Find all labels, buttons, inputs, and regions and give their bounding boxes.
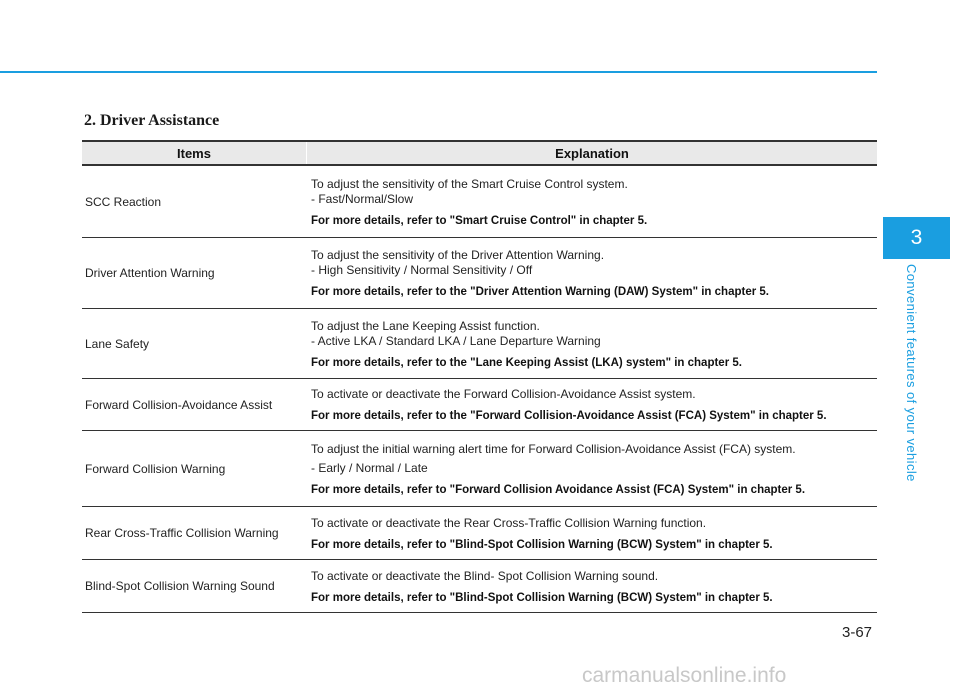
- row-reference: For more details, refer to "Smart Cruise Control" in chapter 5.: [311, 214, 648, 227]
- row-description: To adjust the sensitivity of the Smart Cruise Control system.: [311, 176, 628, 191]
- row-item: Forward Collision-Avoidance Assist: [85, 397, 273, 412]
- row-explanation: [306, 166, 877, 237]
- row-item: Rear Cross-Traffic Collision Warning: [85, 526, 279, 540]
- row-options: - Active LKA / Standard LKA / Lane Departure Warning: [311, 333, 601, 348]
- row-explanation: [306, 379, 877, 430]
- row-description: To activate or deactivate the Blind- Spot Collision Warning sound.: [311, 568, 659, 583]
- row-explanation: [306, 238, 877, 308]
- row-options: - Early / Normal / Late: [311, 460, 428, 475]
- chapter-number-tab: 3: [883, 217, 950, 259]
- section-title: 2. Driver Assistance: [84, 112, 220, 129]
- row-reference: For more details, refer to "Blind-Spot Collision Warning (BCW) System" in chapter 5.: [311, 591, 773, 604]
- row-options: - High Sensitivity / Normal Sensitivity / Off: [311, 263, 533, 277]
- driver-assistance-table: [82, 140, 877, 613]
- table-header: [82, 140, 877, 166]
- row-options: - Fast/Normal/Slow: [311, 191, 414, 206]
- row-description: To adjust the Lane Keeping Assist function.: [311, 318, 540, 333]
- row-description: To adjust the sensitivity of the Driver Attention Warning.: [311, 248, 605, 262]
- row-item: Forward Collision Warning: [85, 461, 226, 476]
- row-description: To activate or deactivate the Forward Collision-Avoidance Assist system.: [311, 387, 696, 401]
- row-description: To activate or deactivate the Rear Cross-Traffic Collision Warning function.: [311, 515, 707, 530]
- table-row: [82, 379, 877, 431]
- table-row: [82, 431, 877, 507]
- table-row: [82, 560, 877, 613]
- chapter-title-vertical: Convenient features of your vehicle: [904, 264, 919, 482]
- watermark: carmanualsonline.info: [582, 664, 787, 687]
- table-row: [82, 507, 877, 560]
- row-item: SCC Reaction: [85, 194, 162, 209]
- page-number: 3-67: [842, 624, 873, 641]
- row-reference: For more details, refer to "Blind-Spot Collision Warning (BCW) System" in chapter 5.: [311, 538, 773, 551]
- row-reference: For more details, refer to the "Lane Keeping Assist (LKA) system" in chapter 5.: [311, 356, 742, 369]
- row-reference: For more details, refer to the "Driver Attention Warning (DAW) System" in chapter 5.: [311, 286, 769, 298]
- row-explanation: [306, 431, 877, 506]
- row-reference: For more details, refer to "Forward Collision Avoidance Assist (FCA) System" in chapter 5.: [311, 483, 806, 496]
- header-explanation: Explanation: [555, 145, 629, 161]
- row-explanation: [306, 507, 877, 559]
- table-row: [82, 238, 877, 309]
- table-row: [82, 166, 877, 238]
- row-item: Blind-Spot Collision Warning Sound: [85, 579, 275, 593]
- row-explanation: [306, 309, 877, 378]
- row-explanation: [306, 560, 877, 612]
- table-row: [82, 309, 877, 379]
- row-item: Driver Attention Warning: [85, 266, 215, 280]
- header-items: Items: [82, 142, 307, 164]
- row-item: Lane Safety: [85, 336, 150, 351]
- top-rule: [0, 71, 877, 73]
- row-reference: For more details, refer to the "Forward Collision-Avoidance Assist (FCA) System" in chapter 5.: [311, 410, 827, 422]
- row-description: To adjust the initial warning alert time for Forward Collision-Avoidance Assist (FCA) system.: [311, 441, 796, 456]
